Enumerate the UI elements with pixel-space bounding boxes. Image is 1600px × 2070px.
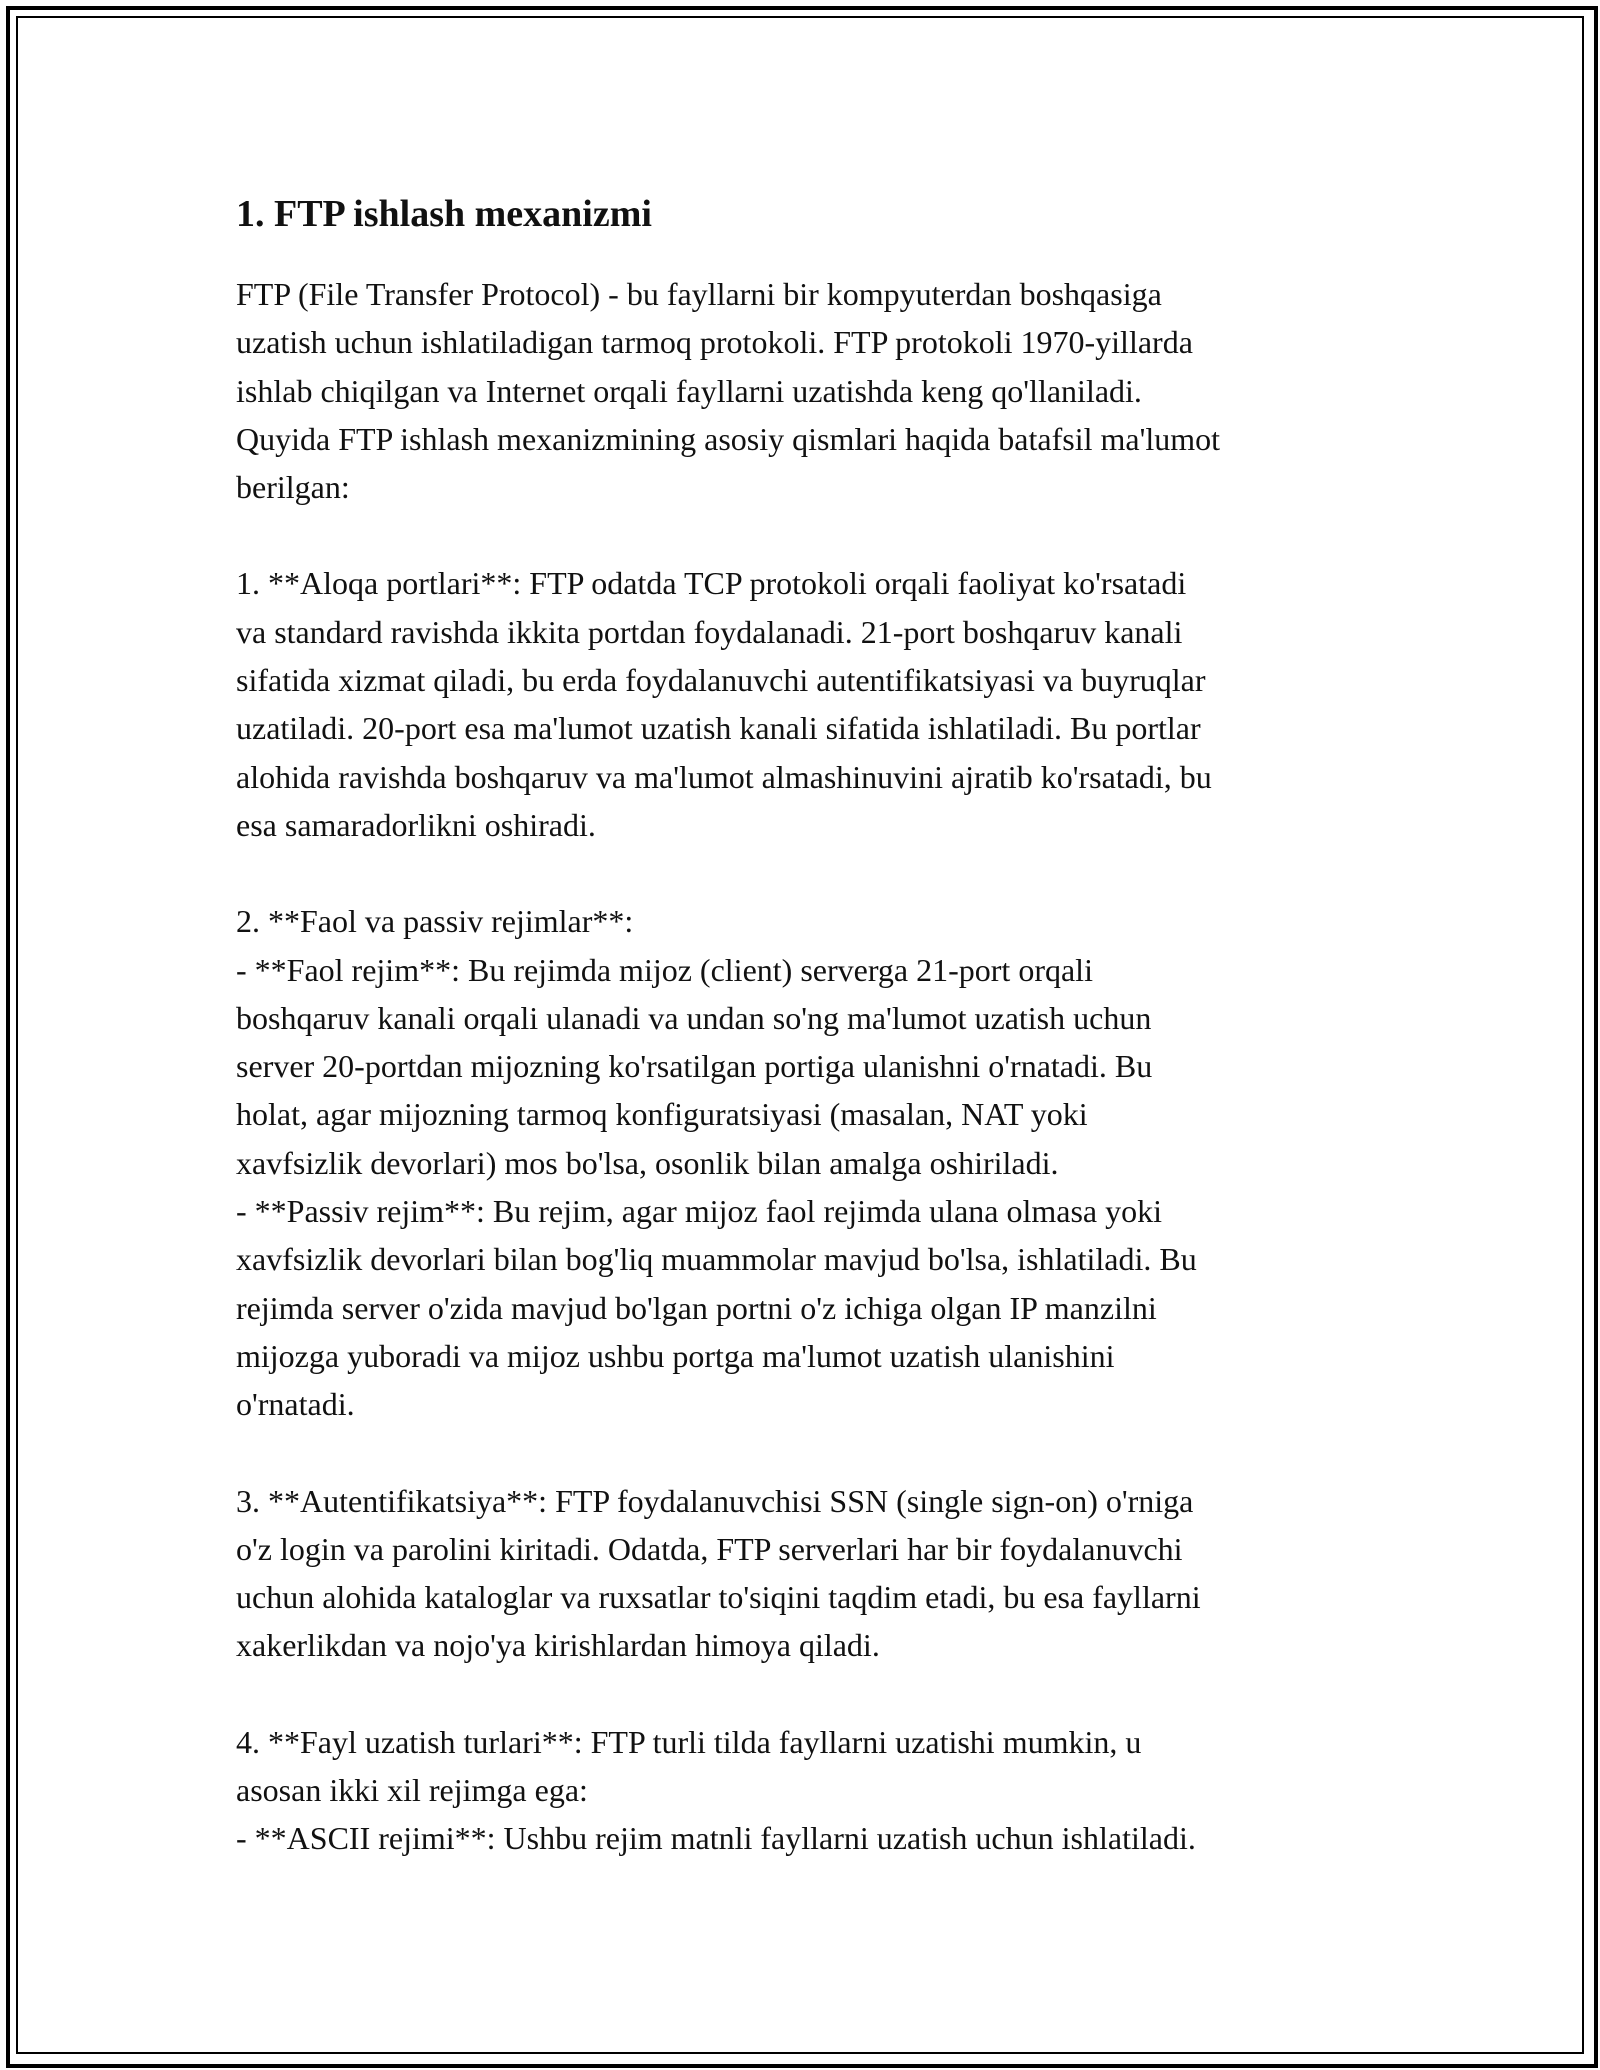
item-communication-ports: 1. **Aloqa portlari**: FTP odatda TCP protokoli orqali faoliyat ko'rsatadi va standard ravishda ikkita portdan foydalanadi. 21-port boshqaruv kanali sifatida xizmat qiladi, bu erda foydalanuvchi autentifikatsiyasi va buyruqlar uzatiladi. 20-port esa ma'lumot uzatish kanali sifatida ishlatiladi. Bu portlar alohida ravishda boshqaruv va ma'lumot almashinuvini ajratib ko'rsatadi, bu esa samaradorlikni oshiradi.: [236, 565, 1212, 843]
section-heading: 1. FTP ishlash mexanizmi: [236, 193, 652, 235]
item-active-passive-modes: 2. **Faol va passiv rejimlar**: - **Faol rejim**: Bu rejimda mijoz (client) serverga 21-port orqali boshqaruv kanali orqali ulanadi va undan so'ng ma'lumot uzatish uchun server 20-portdan mijozning ko'rsatilgan portiga ulanishni o'rnatadi. Bu holat, agar mijozning tarmoq konfiguratsiyasi (masalan, NAT yoki xavfsizlik devorlari) mos bo'lsa, osonlik bilan amalga oshiriladi. - **Passiv rejim**: Bu rejim, agar mijoz faol rejimda ulana olmasa yoki xavfsizlik devorlari bilan bog'liq muammolar mavjud bo'lsa, ishlatiladi. Bu rejimda server o'zida mavjud bo'lgan portni o'z ichiga olgan IP manzilni mijozga yuboradi va mijoz ushbu portga ma'lumot uzatish ulanishini o'rnatadi.: [236, 903, 1197, 1423]
intro-paragraph: FTP (File Transfer Protocol) - bu fayllarni bir kompyuterdan boshqasiga uzatish uchun ishlatiladigan tarmoq protokoli. FTP protokoli 1970-yillarda ishlab chiqilgan va Internet orqali fayllarni uzatishda keng qo'llaniladi. Quyida FTP ishlash mexanizmining asosiy qismlari haqida batafsil ma'lumot berilgan:: [236, 276, 1220, 506]
item-file-transfer-types: 4. **Fayl uzatish turlari**: FTP turli tilda fayllarni uzatishi mumkin, u asosan ikki xil rejimga ega: - **ASCII rejimi**: Ushbu rejim matnli fayllarni uzatish uchun ishlatiladi.: [236, 1723, 1196, 1857]
document-body: [236, 184, 1376, 1863]
item-authentication: 3. **Autentifikatsiya**: FTP foydalanuvchisi SSN (single sign-on) o'rniga o'z login va parolini kiritadi. Odatda, FTP serverlari har bir foydalanuvchi uchun alohida kataloglar va ruxsatlar to'siqini taqdim etadi, bu esa fayllarni xakerlikdan va nojo'ya kirishlardan himoya qiladi.: [236, 1482, 1201, 1664]
